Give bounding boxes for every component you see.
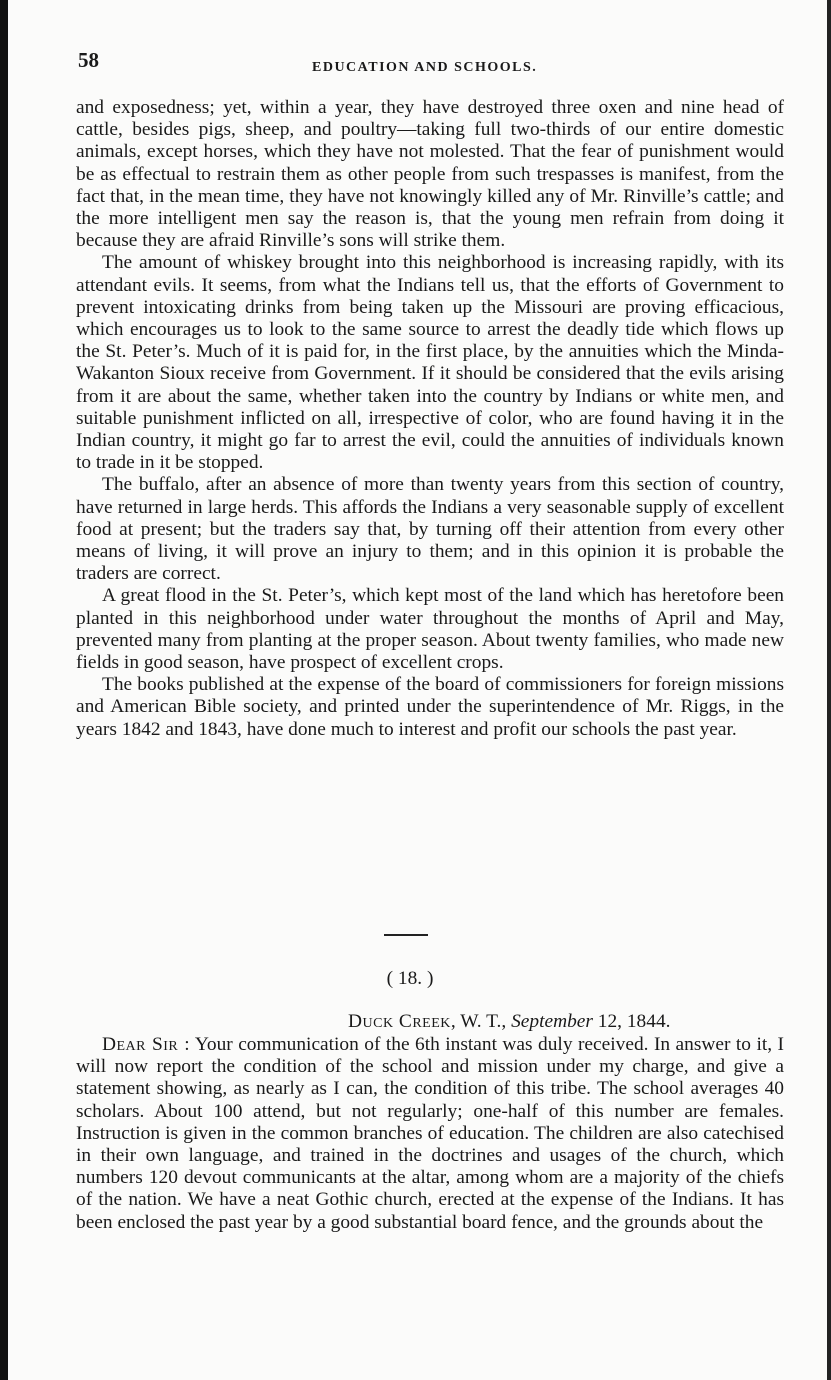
section-divider [384, 934, 428, 936]
document-number: ( 18. ) [386, 968, 434, 989]
dateline-month: September [511, 1011, 593, 1032]
letter-dateline [348, 1011, 768, 1033]
dateline-day-year: 12, 1844. [592, 1011, 671, 1032]
letter-body-text: Your communication of the 6th instant was duly received. In answer to it, I will now report the condition of the school and mission under my charge, and give a statement showing, as nearly as I can, the condition of this tribe. The school averages 40 scholars. About 100 attend, but not regularly; one-half of this number are females. Instruction is given in the common branches of education. The children are also catechised in their own language, and trained in the doctrines and usages of the church, which numbers 120 devout communicants at the altar, among whom are a majority of the chiefs of the nation. We have a neat Gothic church, erected at the expense of the Indians. It has been enclosed the past year by a good substantial board fence, and the grounds about the [76, 1034, 784, 1233]
page-left-edge [0, 0, 8, 1380]
paragraph-continuation: and exposedness; yet, within a year, they have destroyed three oxen and nine head of cattle, besides pigs, sheep, and poultry—taking full two-thirds of our entire domestic animals, except horses, which they have not molested. That the fear of punishment would be as effectual to restrain them as other people from such trespasses is manifest, from the fact that, in the mean time, they have not knowingly killed any of Mr. Rinville’s cattle; and the more intelligent men say the reason is, that the young men refrain from doing it because they are afraid Rinville’s sons will strike them. [76, 97, 784, 252]
dateline-place: Duck Creek [348, 1011, 451, 1032]
running-head [78, 48, 778, 78]
report-text-section [76, 97, 784, 741]
letter-salutation: Dear Sir : [102, 1034, 191, 1055]
dateline-territory: , W. T., [450, 1011, 512, 1032]
page-number: 58 [78, 48, 99, 72]
letter-paragraph [76, 1034, 784, 1234]
running-title: EDUCATION AND SCHOOLS. [312, 60, 538, 75]
letter-body [76, 1034, 784, 1234]
paragraph-flood: A great flood in the St. Peter’s, which kept most of the land which has heretofore been planted in this neighborhood under water throughout the months of April and May, prevented many from planting at the proper season. About twenty families, who made new fields in good season, have prospect of excellent crops. [76, 585, 784, 674]
paragraph-whiskey: The amount of whiskey brought into this neighborhood is increasing rapidly, with its attendant evils. It seems, from what the Indians tell us, that the efforts of Government to prevent intoxicating drinks from being taken up the Missouri are proving efficacious, which encourages us to look to the same source to arrest the deadly tide which flows up the St. Peter’s. Much of it is paid for, in the first place, by the annuities which the Minda-Wakanton Sioux receive from Government. If it should be considered that the evils arising from it are about the same, whether taken into the country by Indians or white men, and suitable punishment inflicted on all, irrespective of color, who are found having it in the Indian country, it might go far to arrest the evil, could the annuities of individuals known to trade in it be stopped. [76, 252, 784, 474]
page-right-edge [827, 0, 831, 1380]
paragraph-buffalo: The buffalo, after an absence of more than twenty years from this section of country, have returned in large herds. This affords the Indians a very seasonable supply of excellent food at present; but the traders say that, by turning off their attention from every other means of living, it will prove an injury to them; and in this opinion it is probable the traders are correct. [76, 474, 784, 585]
paragraph-books: The books published at the expense of the board of commissioners for foreign missions and American Bible society, and printed under the superintendence of Mr. Riggs, in the years 1842 and 1843, have done much to interest and profit our schools the past year. [76, 674, 784, 740]
